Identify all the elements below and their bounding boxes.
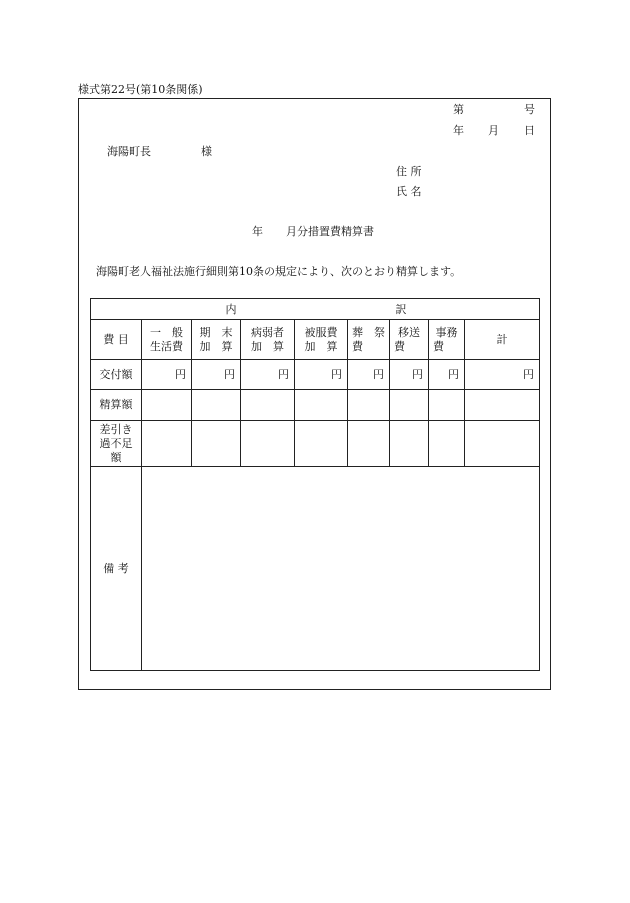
cell-empty[interactable] — [348, 421, 390, 467]
cell-empty[interactable] — [142, 390, 192, 421]
item-label: 費 目 — [91, 320, 142, 360]
col-line2: 費 — [394, 339, 405, 353]
col-line1: 病弱者 — [251, 325, 284, 339]
cell-empty[interactable] — [241, 390, 295, 421]
breakdown-header — [91, 299, 540, 320]
col-line1: 期 末 — [199, 325, 233, 339]
cell-empty[interactable] — [429, 390, 465, 421]
cell-empty[interactable] — [192, 421, 241, 467]
col-line2: 加 算 — [199, 339, 233, 353]
number-suffix: 号 — [524, 103, 535, 116]
cell-empty[interactable] — [348, 390, 390, 421]
cell-unit: 円 — [295, 360, 348, 390]
col-transport — [390, 320, 429, 360]
breakdown-right: 訳 — [395, 302, 407, 316]
col-line2: 加 算 — [251, 339, 284, 353]
row-issued — [91, 360, 540, 390]
col-line2: 生活費 — [150, 339, 183, 353]
cell-empty[interactable] — [295, 421, 348, 467]
row-difference — [91, 421, 540, 467]
col-term-end — [192, 320, 241, 360]
col-sick — [241, 320, 295, 360]
cell-empty[interactable] — [465, 390, 540, 421]
row-remarks — [91, 467, 540, 671]
cell-empty[interactable] — [429, 421, 465, 467]
statement-text: 海陽町老人福祉法施行細則第10条の規定により、次のとおり精算します。 — [96, 265, 462, 278]
document-title: 月分措置費精算書 — [286, 225, 374, 238]
col-line2: 加 算 — [304, 339, 338, 353]
col-clothing — [295, 320, 348, 360]
col-line1: 移送 — [398, 325, 420, 339]
col-funeral — [348, 320, 390, 360]
cell-empty[interactable] — [295, 390, 348, 421]
col-general-living — [142, 320, 192, 360]
remarks-label: 備 考 — [91, 467, 142, 671]
cell-unit: 円 — [429, 360, 465, 390]
cell-empty[interactable] — [241, 421, 295, 467]
diff-line2: 過不足 — [99, 436, 133, 450]
address-label: 住 所 — [396, 165, 422, 178]
cell-unit: 円 — [465, 360, 540, 390]
date-year: 年 — [453, 124, 464, 137]
cell-empty[interactable] — [142, 421, 192, 467]
breakdown-left: 内 — [225, 302, 237, 316]
col-line1: 一 般 — [150, 325, 183, 339]
addressee-name: 海陽町長 — [107, 145, 151, 158]
cell-unit: 円 — [192, 360, 241, 390]
row-label: 交付額 — [91, 360, 142, 390]
cell-empty[interactable] — [192, 390, 241, 421]
cell-unit: 円 — [390, 360, 429, 390]
settlement-table — [90, 298, 540, 671]
cell-empty[interactable] — [465, 421, 540, 467]
remarks-field[interactable] — [142, 467, 540, 671]
col-line2: 費 — [352, 339, 363, 353]
name-label: 氏 名 — [396, 185, 422, 198]
col-line2: 費 — [433, 339, 444, 353]
diff-line3: 額 — [110, 450, 122, 464]
cell-unit: 円 — [348, 360, 390, 390]
row-label — [91, 421, 142, 467]
cell-unit: 円 — [142, 360, 192, 390]
diff-line1: 差引き — [99, 422, 133, 436]
col-admin — [429, 320, 465, 360]
cell-empty[interactable] — [390, 390, 429, 421]
row-settled — [91, 390, 540, 421]
col-line1: 事務 — [435, 325, 458, 339]
number-prefix: 第 — [453, 103, 464, 116]
col-line1: 葬 祭 — [352, 325, 385, 339]
title-year: 年 — [252, 225, 263, 238]
cell-empty[interactable] — [390, 421, 429, 467]
row-label: 精算額 — [91, 390, 142, 421]
col-line1: 被服費 — [304, 325, 338, 339]
form-label: 様式第22号(第10条関係) — [78, 83, 203, 96]
col-total: 計 — [465, 320, 540, 360]
date-month: 月 — [488, 124, 499, 137]
addressee-honorific: 様 — [201, 145, 212, 158]
date-day: 日 — [524, 124, 535, 137]
cell-unit: 円 — [241, 360, 295, 390]
